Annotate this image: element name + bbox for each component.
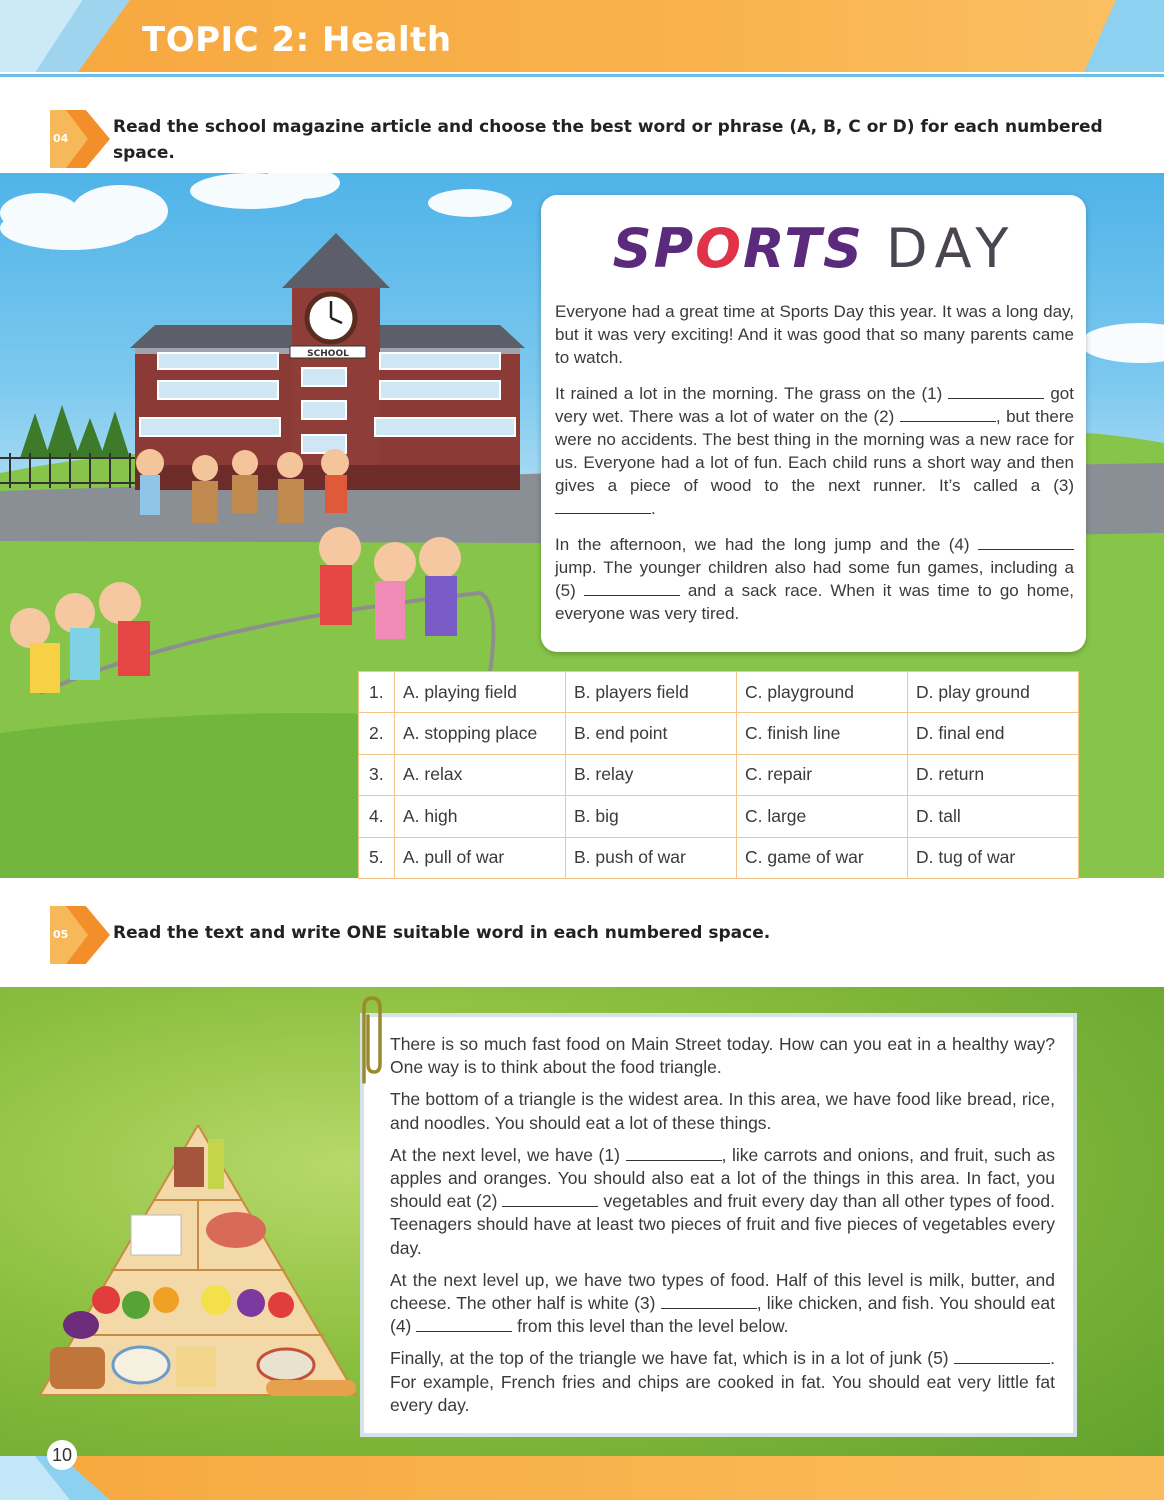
gap-blank-5[interactable] (954, 1350, 1050, 1364)
answer-blank-2[interactable] (900, 408, 996, 422)
text2-p1: There is so much fast food on Main Street today. How can you eat in a healthy way? One way is to think about the food triangle. (390, 1034, 1055, 1078)
title-o: O (695, 217, 744, 280)
text2-paragraph-4 (390, 1269, 1055, 1339)
exercise-05-heading (0, 904, 1164, 966)
option-b[interactable]: B. end point (566, 713, 737, 754)
option-b[interactable]: B. push of war (566, 837, 737, 878)
option-a[interactable]: A. relax (395, 754, 566, 795)
text2-p5a: Finally, at the top of the triangle we have fat, which is in a lot of junk (5) (390, 1348, 949, 1369)
exercise-04-badge (50, 110, 108, 168)
option-b[interactable]: B. players field (566, 672, 737, 713)
sports-day-article (541, 195, 1086, 652)
text2-paragraph-3 (390, 1144, 1055, 1260)
article-title (555, 217, 1074, 287)
exercise-05-instruction: Read the text and write ONE suitable word in each numbered space. (113, 923, 771, 943)
exercise-04-number: 04 (53, 132, 69, 145)
option-d[interactable]: D. return (908, 754, 1079, 795)
text2-p2: The bottom of a triangle is the widest area. In this area, we have food like bread, rice, and noodles. You should eat a lot of these things. (390, 1089, 1055, 1133)
topic-title: TOPIC 2: Health (142, 20, 452, 60)
option-d[interactable]: D. play ground (908, 672, 1079, 713)
answer-blank-5[interactable] (584, 582, 680, 596)
text2-p3c: vegetables and fruit every day than all other types of food. Teenagers should have at least two pieces of fruit and five pieces of vegetables every day. (390, 1191, 1055, 1258)
title-day: DAY (885, 217, 1017, 280)
school-sign: SCHOOL (307, 349, 349, 359)
article-p2a: It rained a lot in the morning. The grass on the (1) (555, 384, 943, 403)
answer-blank-3[interactable] (555, 500, 651, 514)
exercise-05-badge (50, 906, 108, 964)
food-pyramid-illustration (36, 1125, 360, 1410)
article-paragraph-3 (555, 533, 1074, 625)
answer-options-table (358, 671, 1079, 879)
options-row (359, 837, 1079, 878)
options-row (359, 754, 1079, 795)
gap-blank-2[interactable] (502, 1193, 598, 1207)
text2-p4a: At the next level up, we have two types of food. Half of this level is milk, butter, and cheese. The other half is white (3) (390, 1269, 1055, 1314)
gap-blank-1[interactable] (626, 1147, 722, 1161)
option-d[interactable]: D. final end (908, 713, 1079, 754)
text2-paragraph-5 (390, 1347, 1055, 1417)
answer-blank-4[interactable] (978, 536, 1074, 550)
option-c[interactable]: C. large (737, 796, 908, 837)
article-p2b: got very wet. There was a lot of water on the (2) (555, 384, 1074, 426)
options-row (359, 796, 1079, 837)
text2-p3a: At the next level, we have (1) (390, 1144, 620, 1165)
exercise-05-number: 05 (53, 928, 69, 941)
text2-p5b: . For example, French fries and chips are cooked in fat. You should eat very little fat every day. (390, 1348, 1055, 1415)
title-rts: RTS (743, 217, 864, 280)
page-footer (0, 1456, 1164, 1500)
answer-blank-1[interactable] (948, 385, 1044, 399)
option-a[interactable]: A. pull of war (395, 837, 566, 878)
question-number: 1. (359, 672, 395, 713)
page-header (0, 0, 1164, 90)
option-c[interactable]: C. finish line (737, 713, 908, 754)
text2-p4b: , like chicken, and fish. You should eat (4) (390, 1293, 1055, 1337)
exercise-04-heading (0, 108, 1164, 170)
article-p3c: and a sack race. When it was time to go home, everyone was very tired. (555, 581, 1075, 623)
article-p3a: In the afternoon, we had the long jump and the (4) (555, 535, 970, 554)
option-d[interactable]: D. tug of war (908, 837, 1079, 878)
article-p3b: jump. The younger children also had some fun games, including a (5) (555, 558, 1074, 600)
exercise-04-instruction: Read the school magazine article and choose the best word or phrase (A, B, C or D) for each numbered space. (113, 117, 1103, 163)
option-a[interactable]: A. stopping place (395, 713, 566, 754)
text2-p4c: from this level than the level below. (517, 1316, 789, 1337)
text2-p3b: , like carrots and onions, and fruit, such as apples and oranges. You should also eat a lot of the things in this area. In fact, you should eat (2) (390, 1144, 1055, 1212)
article-p2c: , but there were no accidents. The best thing in the morning was a new race for us. Everyone had a lot of fun. Each child runs a short way and then gives a piece of wood to the next runner. It’s called a (3) (555, 407, 1074, 495)
gap-blank-3[interactable] (661, 1295, 757, 1309)
title-sp: SP (612, 217, 696, 280)
option-a[interactable]: A. playing field (395, 672, 566, 713)
option-c[interactable]: C. repair (737, 754, 908, 795)
header-divider (0, 74, 1164, 77)
options-row (359, 713, 1079, 754)
article-p1-text: Everyone had a great time at Sports Day this year. It was a long day, but it was very exciting! And it was good that so many parents came to watch. (555, 302, 1074, 367)
article-p2d: . (651, 499, 656, 518)
option-c[interactable]: C. playground (737, 672, 908, 713)
question-number: 4. (359, 796, 395, 837)
options-row (359, 672, 1079, 713)
question-number: 3. (359, 754, 395, 795)
option-b[interactable]: B. relay (566, 754, 737, 795)
option-d[interactable]: D. tall (908, 796, 1079, 837)
question-number: 5. (359, 837, 395, 878)
page-number: 10 (47, 1440, 77, 1470)
paper-clip-icon (356, 994, 386, 1086)
gap-blank-4[interactable] (416, 1318, 512, 1332)
question-number: 2. (359, 713, 395, 754)
text2-paragraph-2 (390, 1088, 1055, 1134)
option-b[interactable]: B. big (566, 796, 737, 837)
article-paragraph-2 (555, 382, 1074, 520)
food-triangle-text (360, 1013, 1077, 1437)
article-paragraph-1 (555, 300, 1074, 369)
option-c[interactable]: C. game of war (737, 837, 908, 878)
text2-paragraph-1 (390, 1033, 1055, 1079)
option-a[interactable]: A. high (395, 796, 566, 837)
